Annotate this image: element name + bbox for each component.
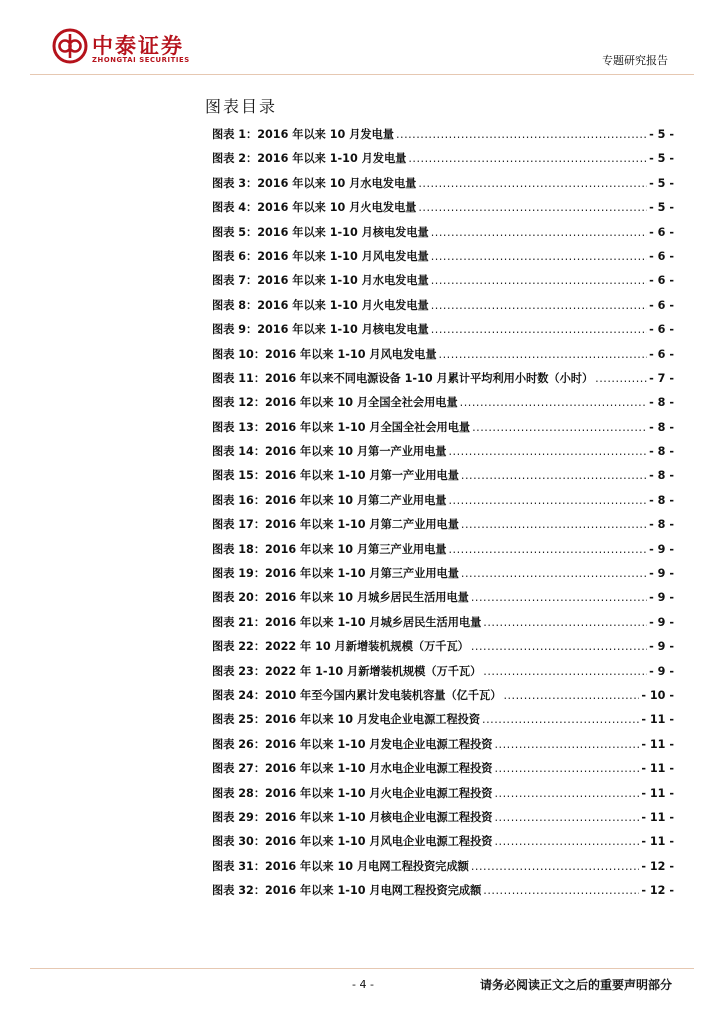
toc-dot-leader [431,226,647,239]
toc-dot-leader [439,348,648,361]
toc-entry-label[interactable]: 图表 28：2016 年以来 1-10 月火电企业电源工程投资 [212,786,493,800]
toc-entry-label[interactable]: 图表 9：2016 年以来 1-10 月核电发电量 [212,323,429,337]
toc-entry[interactable] [212,492,674,516]
toc-entry-page[interactable]: - 11 - [641,762,674,776]
logo-mark-icon [52,28,88,64]
toc-entry-page[interactable]: - 8 - [649,396,674,410]
toc-entry-page[interactable]: - 8 - [649,469,674,483]
toc-entry[interactable] [212,321,674,345]
toc-dot-leader [448,543,647,556]
company-logo [52,28,222,72]
toc-entry-page[interactable]: - 8 - [649,493,674,507]
toc-dot-leader [483,616,647,629]
toc-entry-page[interactable]: - 6 - [649,347,674,361]
toc-entry-label[interactable]: 图表 27：2016 年以来 1-10 月水电企业电源工程投资 [212,762,493,776]
toc-entry[interactable] [212,711,674,735]
toc-entry-label[interactable]: 图表 1：2016 年以来 10 月发电量 [212,128,394,141]
toc-entry-label[interactable]: 图表 13：2016 年以来 1-10 月全国全社会用电量 [212,420,471,434]
toc-dot-leader [471,640,647,653]
toc-entry-page[interactable]: - 5 - [649,176,674,190]
toc-entry-page[interactable]: - 6 - [649,274,674,288]
page-header [0,0,724,80]
toc-entry-label[interactable]: 图表 4：2016 年以来 10 月火电发电量 [212,201,417,215]
toc-dot-leader [418,177,647,190]
toc-entry-page[interactable]: - 6 - [649,323,674,337]
header-divider [30,74,694,75]
toc-dot-leader [494,811,639,824]
toc-dot-leader [483,884,639,897]
toc-entry-page[interactable]: - 9 - [649,615,674,629]
toc-entry-label[interactable]: 图表 7：2016 年以来 1-10 月水电发电量 [212,274,429,288]
toc-entry[interactable] [212,199,674,223]
toc-dot-leader [461,567,647,580]
toc-entry-page[interactable]: - 9 - [649,542,674,556]
toc-dot-leader [471,860,639,873]
toc-entry-label[interactable]: 图表 23：2022 年 1-10 月新增装机规模（万千瓦） [212,664,482,678]
toc-entry[interactable] [212,224,674,248]
toc-entry-page[interactable]: - 8 - [649,420,674,434]
toc-entry-label[interactable]: 图表 31：2016 年以来 10 月电网工程投资完成额 [212,859,469,873]
toc-entry-page[interactable]: - 7 - [649,371,674,385]
toc-entry-label[interactable]: 图表 14：2016 年以来 10 月第一产业用电量 [212,445,447,459]
toc-entry[interactable] [212,785,674,809]
toc-dot-leader [431,274,647,287]
toc-entry-page[interactable]: - 10 - [641,688,674,702]
toc-entry-label[interactable]: 图表 18：2016 年以来 10 月第三产业用电量 [212,542,447,556]
toc-entry-page[interactable]: - 5 - [649,128,674,141]
toc-entry-page[interactable]: - 8 - [649,445,674,459]
toc-entry-page[interactable]: - 6 - [649,225,674,239]
toc-entry[interactable] [212,346,674,370]
toc-entry[interactable] [212,736,674,760]
toc-entry-label[interactable]: 图表 26：2016 年以来 1-10 月发电企业电源工程投资 [212,737,493,751]
toc-dot-leader [448,445,647,458]
toc-list [212,126,674,907]
toc-entry[interactable] [212,809,674,833]
toc-dot-leader [460,396,647,409]
toc-dot-leader [494,738,639,751]
toc-entry[interactable] [212,638,674,662]
toc-entry-label[interactable]: 图表 6：2016 年以来 1-10 月风电发电量 [212,249,429,263]
toc-entry[interactable] [212,150,674,174]
toc-entry-label[interactable]: 图表 16：2016 年以来 10 月第二产业用电量 [212,493,447,507]
toc-entry-label[interactable]: 图表 17：2016 年以来 1-10 月第二产业用电量 [212,518,459,532]
toc-dot-leader [595,372,647,385]
toc-dot-leader [431,299,647,312]
toc-entry[interactable] [212,589,674,613]
toc-dot-leader [494,835,639,848]
toc-entry[interactable] [212,565,674,589]
footer-divider [30,968,694,969]
toc-entry-label[interactable]: 图表 2：2016 年以来 1-10 月发电量 [212,152,407,166]
toc-entry-page[interactable]: - 12 - [641,884,674,898]
toc-entry-page[interactable]: - 11 - [641,786,674,800]
toc-entry[interactable] [212,370,674,394]
toc-entry-label[interactable]: 图表 30：2016 年以来 1-10 月风电企业电源工程投资 [212,835,493,849]
toc-entry[interactable] [212,175,674,199]
toc-entry[interactable] [212,126,674,150]
toc-entry-page[interactable]: - 11 - [641,737,674,751]
toc-entry[interactable] [212,541,674,565]
footer-disclaimer: 请务必阅读正文之后的重要声明部分 [479,978,672,992]
toc-entry-page[interactable]: - 5 - [649,152,674,166]
toc-entry[interactable] [212,272,674,296]
toc-entry[interactable] [212,833,674,857]
toc-entry[interactable] [212,394,674,418]
toc-dot-leader [418,201,647,214]
toc-entry[interactable] [212,687,674,711]
logo-english-name: ZHONGTAI SECURITIES [92,56,190,64]
toc-entry-page[interactable]: - 5 - [649,201,674,215]
toc-entry-label[interactable]: 图表 32：2016 年以来 1-10 月电网工程投资完成额 [212,884,482,898]
toc-entry-page[interactable]: - 9 - [649,640,674,654]
toc-dot-leader [494,787,639,800]
toc-entry[interactable] [212,443,674,467]
toc-dot-leader [431,323,647,336]
toc-dot-leader [503,689,639,702]
toc-entry-label[interactable]: 图表 15：2016 年以来 1-10 月第一产业用电量 [212,469,459,483]
toc-entry[interactable] [212,419,674,443]
toc-title: 图表目录 [205,97,278,116]
toc-dot-leader [431,250,647,263]
toc-entry[interactable] [212,760,674,784]
toc-entry-label[interactable]: 图表 3：2016 年以来 10 月水电发电量 [212,176,417,190]
logo-chinese-name: 中泰证券 [92,34,184,58]
toc-entry-page[interactable]: - 11 - [641,810,674,824]
toc-entry-page[interactable]: - 12 - [641,859,674,873]
toc-entry-page[interactable]: - 9 - [649,664,674,678]
toc-dot-leader [448,494,647,507]
page-number: - 4 - [352,978,374,991]
toc-entry[interactable] [212,516,674,540]
toc-entry-page[interactable]: - 6 - [649,249,674,263]
toc-entry-label[interactable]: 图表 12：2016 年以来 10 月全国全社会用电量 [212,396,458,410]
toc-entry-page[interactable]: - 11 - [641,713,674,727]
toc-entry-label[interactable]: 图表 8：2016 年以来 1-10 月火电发电量 [212,298,429,312]
toc-entry[interactable] [212,297,674,321]
toc-dot-leader [471,591,647,604]
toc-entry-label[interactable]: 图表 24：2010 年至今国内累计发电装机容量（亿千瓦） [212,688,502,702]
toc-entry[interactable] [212,467,674,491]
toc-entry[interactable] [212,858,674,882]
toc-entry-label[interactable]: 图表 22：2022 年 10 月新增装机规模（万千瓦） [212,640,469,654]
toc-dot-leader [396,128,647,141]
toc-entry-label[interactable]: 图表 29：2016 年以来 1-10 月核电企业电源工程投资 [212,810,493,824]
toc-entry-label[interactable]: 图表 11：2016 年以来不同电源设备 1-10 月累计平均利用小时数（小时） [212,371,594,385]
toc-entry-page[interactable]: - 6 - [649,298,674,312]
toc-entry[interactable] [212,248,674,272]
toc-dot-leader [472,421,647,434]
toc-entry[interactable] [212,882,674,906]
report-type: 专题研究报告 [602,54,668,67]
toc-dot-leader [494,762,639,775]
toc-entry-page[interactable]: - 9 - [649,567,674,581]
toc-entry-label[interactable]: 图表 10：2016 年以来 1-10 月风电发电量 [212,347,437,361]
toc-dot-leader [482,713,639,726]
toc-entry-label[interactable]: 图表 20：2016 年以来 10 月城乡居民生活用电量 [212,591,469,605]
toc-entry-label[interactable]: 图表 19：2016 年以来 1-10 月第三产业用电量 [212,567,459,581]
toc-entry-label[interactable]: 图表 25：2016 年以来 10 月发电企业电源工程投资 [212,713,481,727]
toc-entry-page[interactable]: - 11 - [641,835,674,849]
toc-entry-page[interactable]: - 9 - [649,591,674,605]
toc-dot-leader [461,469,647,482]
toc-dot-leader [461,518,647,531]
toc-dot-leader [408,152,647,165]
toc-entry[interactable] [212,614,674,638]
toc-entry-label[interactable]: 图表 5：2016 年以来 1-10 月核电发电量 [212,225,429,239]
toc-entry-label[interactable]: 图表 21：2016 年以来 1-10 月城乡居民生活用电量 [212,615,482,629]
toc-entry-page[interactable]: - 8 - [649,518,674,532]
toc-entry[interactable] [212,663,674,687]
toc-dot-leader [483,665,647,678]
